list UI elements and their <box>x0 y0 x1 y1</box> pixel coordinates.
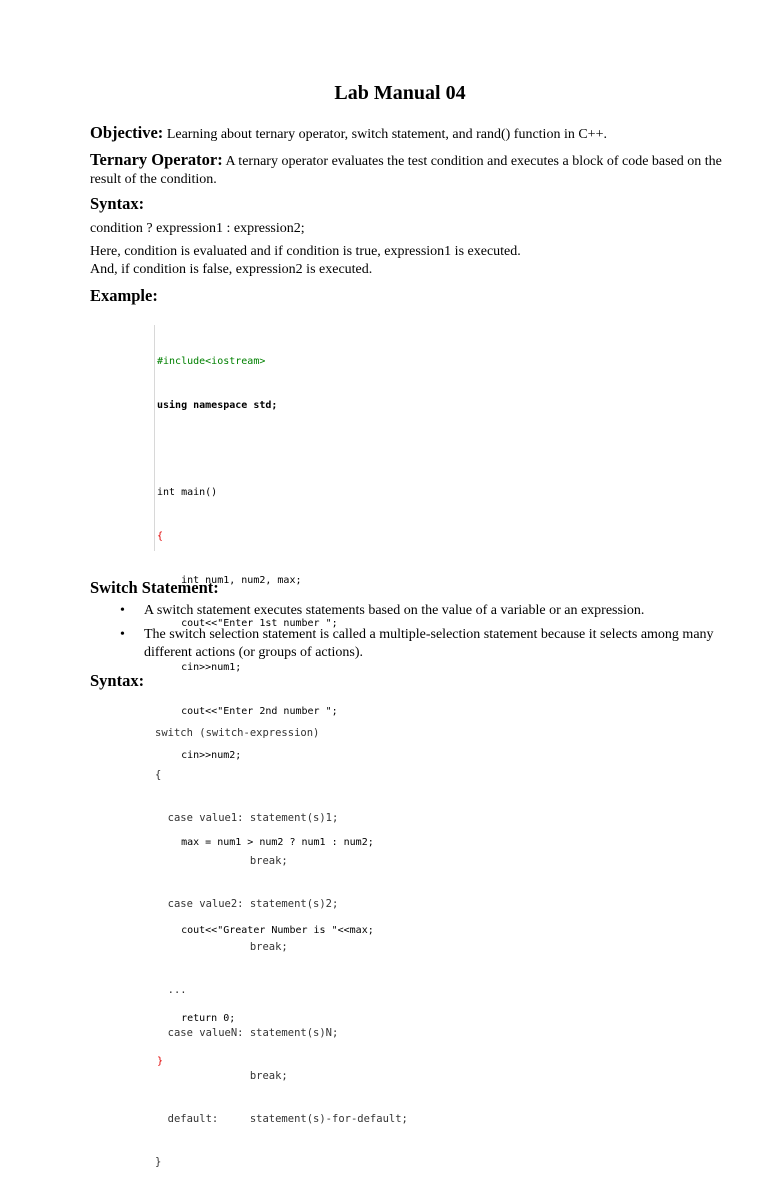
code-line: int main() <box>157 487 218 499</box>
example-heading: Example: <box>90 286 158 305</box>
code-line: cout<<"Enter 2nd number "; <box>157 706 338 718</box>
code-line: { <box>157 530 164 542</box>
code-line: { <box>155 769 162 782</box>
objective-paragraph <box>90 124 740 144</box>
code-line: default: statement(s)-for-default; <box>155 1112 408 1125</box>
code-line: cout<<"Greater Number is "<<max; <box>157 924 374 936</box>
list-item: • The switch selection statement is called a multiple-selection statement because it selects among many different actions (or groups of actions). <box>120 627 714 660</box>
switch-bullet-list <box>90 602 750 668</box>
bullet-icon: • <box>120 627 125 642</box>
page-title: Lab Manual 04 <box>334 82 466 104</box>
switch-heading: Switch Statement: <box>90 578 219 597</box>
code-line: case value1: statement(s)1; <box>155 812 339 825</box>
code-line: int num1, num2, max; <box>157 574 302 586</box>
code-line: cin>>num2; <box>157 749 242 761</box>
ternary-paragraph <box>90 151 740 189</box>
code-line: ... <box>155 983 187 996</box>
code-line: case valueN: statement(s)N; <box>155 1026 339 1039</box>
syntax-heading-1: Syntax: <box>90 194 145 213</box>
code-line: cout<<"Enter 1st number "; <box>157 618 338 630</box>
code-gutter-line <box>154 325 155 551</box>
ternary-text: A ternary operator evaluates the test condition and executes a block of code based on the result of the condition. <box>90 154 722 187</box>
code-line: return 0; <box>157 1012 236 1024</box>
code-line: break; <box>155 855 288 868</box>
bullet-icon: • <box>120 603 125 618</box>
code-line <box>157 442 374 457</box>
objective-text: Learning about ternary operator, switch statement, and rand() function in C++. <box>166 127 607 142</box>
code-line: case value2: statement(s)2; <box>155 898 339 911</box>
objective-label: Objective: <box>90 123 164 142</box>
ternary-explain-line-1: Here, condition is evaluated and if condition is true, expression1 is executed. <box>90 244 521 259</box>
ternary-syntax-line: condition ? expression1 : expression2; <box>90 221 305 236</box>
code-line: } <box>157 1056 164 1068</box>
code-line: break; <box>155 941 288 954</box>
ternary-explain-line-2: And, if condition is false, expression2 is executed. <box>90 262 373 277</box>
code-line: cin>>num1; <box>157 662 242 674</box>
code-line: switch (switch-expression) <box>155 726 320 739</box>
code-line: max = num1 > num2 ? num1 : num2; <box>157 837 374 849</box>
syntax-heading-2: Syntax: <box>90 671 145 690</box>
ternary-label: Ternary Operator: <box>90 150 223 169</box>
list-item: • A switch statement executes statements based on the value of a variable or an expression. <box>120 603 645 618</box>
code-line: using namespace std; <box>157 399 278 411</box>
code-line: } <box>155 1155 162 1168</box>
switch-syntax-code-block <box>155 697 408 1197</box>
code-line: break; <box>155 1069 288 1082</box>
code-line: #include<iostream> <box>157 355 266 367</box>
